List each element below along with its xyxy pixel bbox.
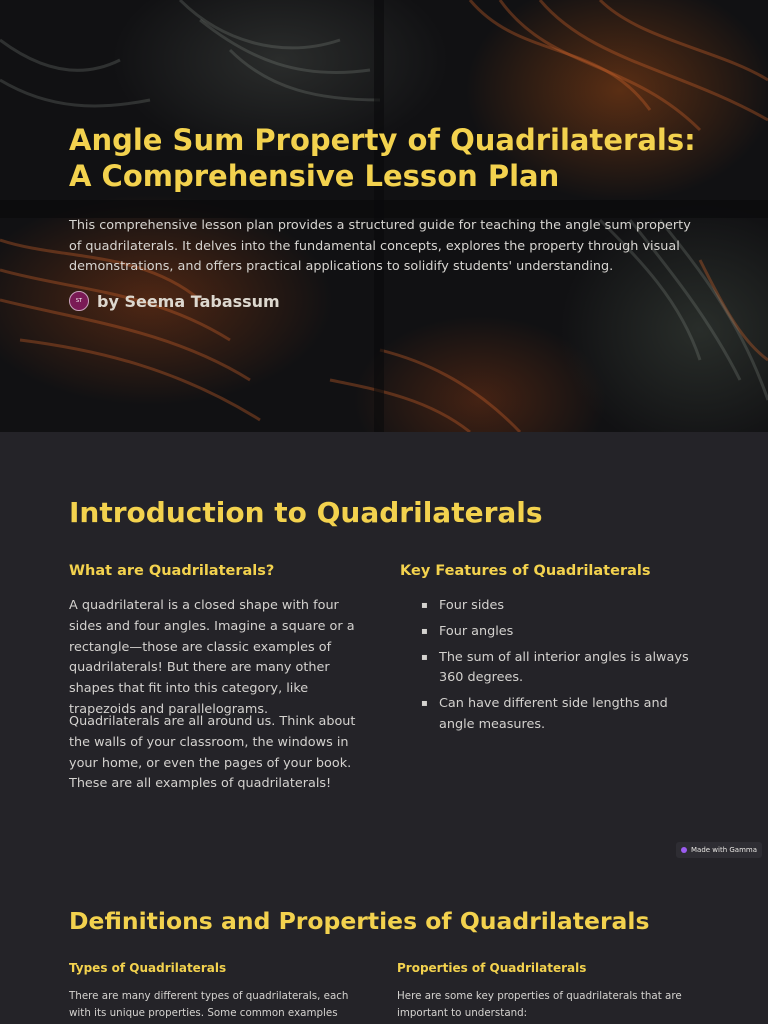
gamma-logo-icon — [681, 847, 687, 853]
intro-section-title: Introduction to Quadrilaterals — [69, 496, 543, 529]
key-features-list — [418, 596, 698, 741]
avatar: ST — [69, 291, 89, 311]
types-paragraph: There are many different types of quadrilaterals, each with its unique properties. Some common examples — [69, 990, 349, 1019]
definitions-section-title: Definitions and Properties of Quadrilaterals — [69, 907, 650, 935]
badge-label: Made with Gamma — [690, 846, 758, 854]
list-item — [418, 648, 698, 690]
bullet-icon: ▪ — [421, 651, 428, 663]
what-are-quadrilaterals-heading: What are Quadrilaterals? — [69, 563, 275, 579]
types-heading: Types of Quadrilaterals — [69, 961, 227, 975]
hero-title-line2: A Comprehensive Lesson Plan — [69, 159, 560, 193]
list-item-text: Four angles — [439, 623, 514, 639]
properties-heading: Properties of Quadrilaterals — [397, 961, 587, 975]
list-item — [418, 694, 698, 736]
made-with-gamma-badge[interactable] — [676, 842, 762, 858]
list-item-text: Can have different side lengths and angle measures. — [439, 696, 668, 732]
list-item — [418, 622, 698, 643]
key-features-heading: Key Features of Quadrilaterals — [400, 563, 651, 579]
hero-banner — [0, 0, 768, 432]
bullet-icon: ▪ — [421, 698, 428, 710]
bullet-icon: ▪ — [421, 600, 428, 611]
list-item — [418, 596, 698, 617]
bullet-icon: ▪ — [421, 625, 428, 637]
list-item-text: The sum of all interior angles is always 360 degrees. — [439, 649, 689, 686]
author-row — [69, 290, 280, 312]
list-item-text: Four sides — [439, 598, 505, 613]
hero-title — [69, 122, 709, 194]
hero-title-line1: Angle Sum Property of Quadrilaterals: — [69, 123, 696, 157]
hero-description: This comprehensive lesson plan provides a structured guide for teaching the angle sum property of quadrilaterals. It delves into the fundamental concepts, explores the property through visual demonstrations, and offers practical applications to solidify students' understanding. — [69, 218, 691, 274]
intro-paragraph-1: A quadrilateral is a closed shape with four sides and four angles. Imagine a square or a rectangle—those are classic examples of quadrilaterals! But there are many other shapes that fit into this category, like trapezoids and parallelograms. — [69, 598, 355, 717]
author-name: by Seema Tabassum — [97, 291, 280, 311]
intro-paragraph-2: Quadrilaterals are all around us. Think about the walls of your classroom, the windows in your home, or even the pages of your book. These are all examples of quadrilaterals! — [69, 714, 356, 792]
properties-paragraph: Here are some key properties of quadrilaterals that are important to understand: — [397, 990, 682, 1019]
